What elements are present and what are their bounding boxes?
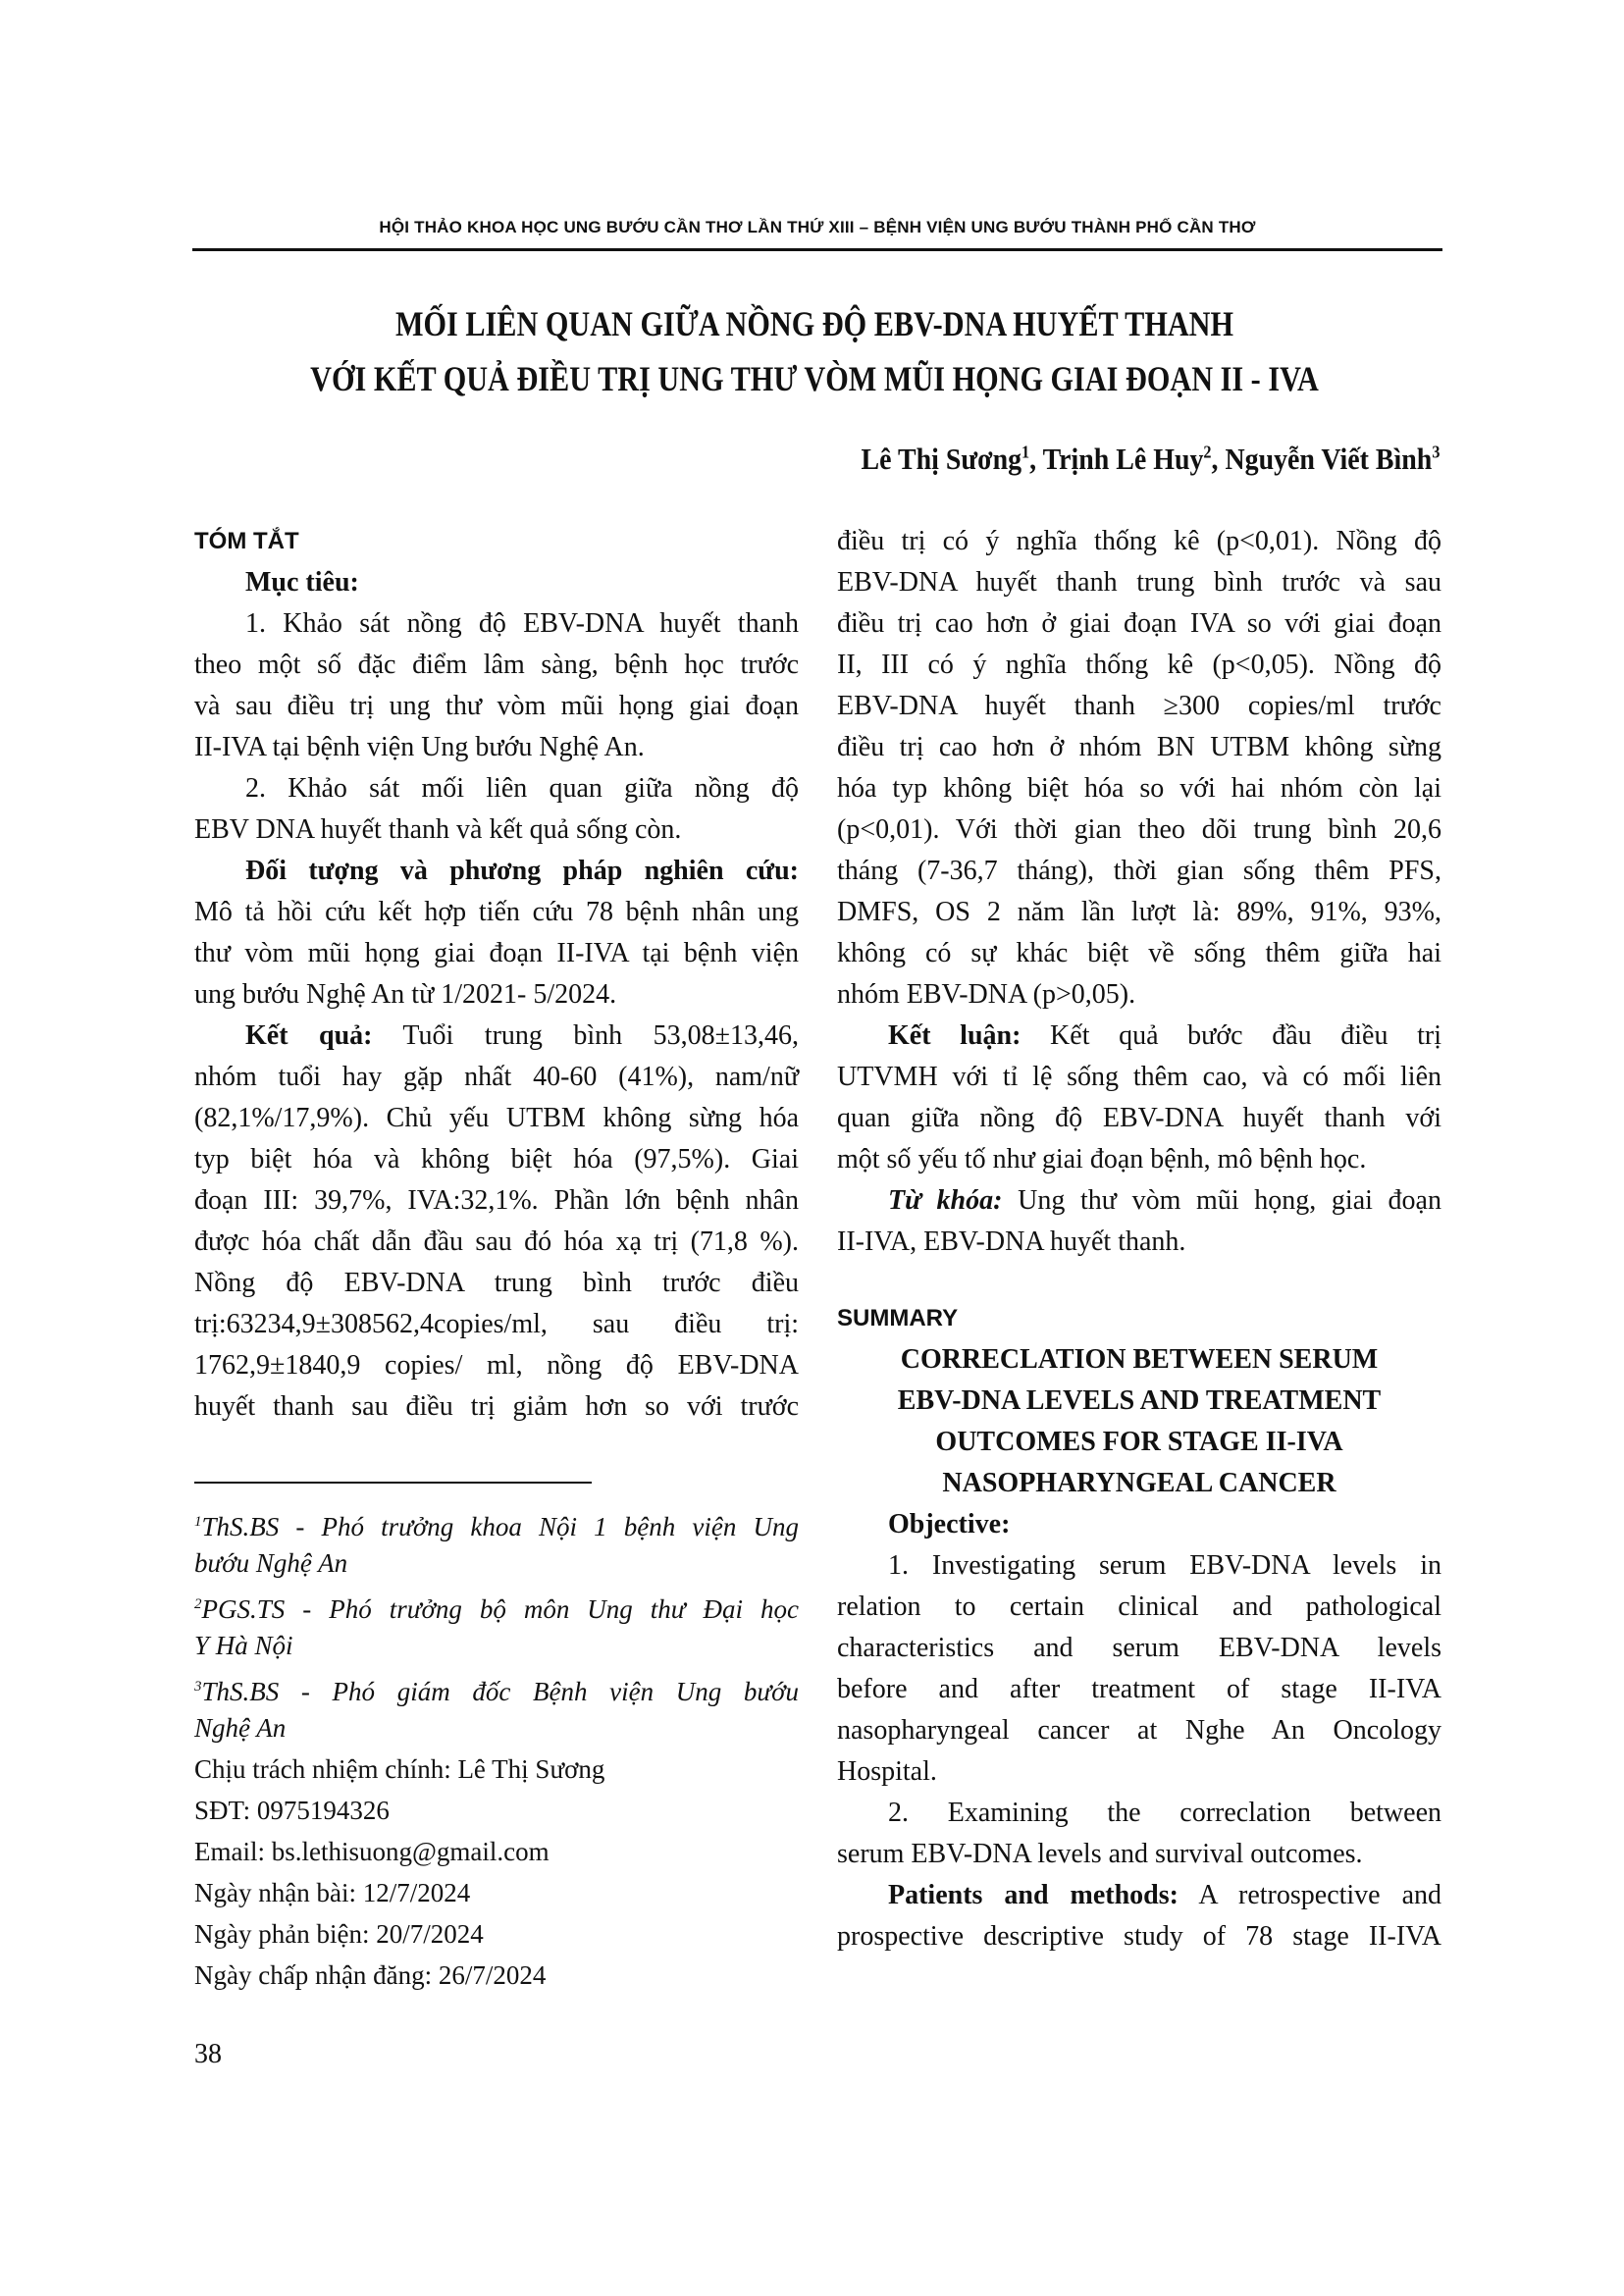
paragraph: [837, 1016, 1441, 1180]
line-text: serum EBV-DNA levels and survival outcomes.: [837, 1839, 1363, 1869]
author-name: Trịnh Lê Huy: [1042, 442, 1203, 476]
author-affiliation-mark: 2: [1202, 442, 1212, 462]
text-line: [194, 686, 799, 727]
text-line: [194, 933, 799, 974]
footnote-mark: 1: [194, 1514, 202, 1530]
line-text: EBV-DNA huyết thanh ≥300 copies/ml trước: [837, 691, 1441, 721]
footnote-line: [194, 1584, 799, 1625]
line-text: tháng (7-36,7 tháng), thời gian sống thêm PFS,: [837, 856, 1441, 886]
line-text: Mô tả hồi cứu kết hợp tiến cứu 78 bệnh nhân ung: [194, 897, 799, 927]
footnote-text: Nghệ An: [194, 1713, 287, 1743]
paragraph-lead: Kết luận:: [888, 1020, 1022, 1051]
contact-line: Ngày nhận bài: 12/7/2024: [194, 1878, 471, 1907]
line-text: ung bướu Nghệ An từ 1/2021- 5/2024.: [194, 979, 617, 1010]
abstract-body-continued: [837, 521, 1441, 1263]
line-text: Kết quả bước đầu điều trị: [1021, 1020, 1441, 1051]
line-text: DMFS, OS 2 năm lần lượt là: 89%, 91%, 93%,: [837, 897, 1441, 927]
summary-title-line: NASOPHARYNGEAL CANCER: [942, 1468, 1336, 1498]
text-line: [194, 892, 799, 933]
article-title: [157, 296, 1472, 406]
text-line: [837, 727, 1441, 768]
paragraph: [837, 1875, 1441, 1957]
text-line: [194, 1016, 799, 1057]
text-line: [837, 974, 1441, 1016]
affiliation-footnotes: [194, 1501, 799, 1748]
text-line: [194, 1098, 799, 1139]
text-line: [837, 1793, 1441, 1834]
line-text: đoạn III: 39,7%, IVA:32,1%. Phần lớn bệnh nhân: [194, 1185, 799, 1216]
footnote-mark: 3: [194, 1679, 202, 1695]
line-text: (p<0,01). Với thời gian theo dõi trung bình 20,6: [837, 814, 1441, 845]
paragraph-lead: Patients and methods:: [888, 1880, 1179, 1910]
title-line: MỐI LIÊN QUAN GIỮA NỒNG ĐỘ EBV-DNA HUYẾT THANH: [394, 304, 1234, 343]
text-line: [837, 603, 1441, 645]
text-line: [837, 1057, 1441, 1098]
footnote-rule: [194, 1482, 592, 1484]
author-name: Lê Thị Sương: [861, 442, 1022, 476]
text-line: [837, 521, 1441, 562]
paragraph: [194, 1016, 799, 1428]
title-line: VỚI KẾT QUẢ ĐIỀU TRỊ UNG THƯ VÒM MŨI HỌNG GIAI ĐOẠN II - IVA: [310, 359, 1319, 398]
text-line: [194, 1180, 799, 1222]
paragraph: [194, 768, 799, 851]
text-line: [194, 768, 799, 809]
text-line: [837, 1916, 1441, 1957]
line-text: Hospital.: [837, 1756, 937, 1787]
line-text: huyết thanh sau điều trị giảm hơn so với trước: [194, 1391, 799, 1422]
line-text: typ biệt hóa và không biệt hóa (97,5%). Giai: [194, 1144, 799, 1174]
text-line: [837, 1628, 1441, 1669]
author-separator: ,: [1211, 442, 1226, 476]
author-name: Nguyễn Viết Bình: [1225, 442, 1432, 476]
text-line: [194, 1386, 799, 1428]
contact-line: SĐT: 0975194326: [194, 1796, 390, 1825]
text-line: [837, 809, 1441, 851]
paragraph: [194, 851, 799, 1016]
text-line: [194, 1057, 799, 1098]
line-text: UTVMH với tỉ lệ sống thêm cao, và có mối liên: [837, 1062, 1441, 1092]
text-line: [837, 768, 1441, 809]
footnote-line: [194, 1666, 799, 1707]
footnote-line: [194, 1625, 799, 1666]
line-text: 1762,9±1840,9 copies/ ml, nồng độ EBV-DNA: [194, 1350, 799, 1381]
text-line: [837, 1751, 1441, 1793]
summary-body: [837, 1504, 1441, 1957]
line-text: nhóm tuổi hay gặp nhất 40-60 (41%), nam/nữ: [194, 1062, 799, 1092]
line-text: II, III có ý nghĩa thống kê (p<0,05). Nồng độ: [837, 650, 1441, 680]
line-text: nhóm EBV-DNA (p>0,05).: [837, 979, 1136, 1010]
paragraph-lead: Đối tượng và phương pháp nghiên cứu:: [245, 856, 799, 886]
line-text: 2. Khảo sát mối liên quan giữa nồng độ: [245, 773, 799, 804]
text-line: [837, 1098, 1441, 1139]
text-line: [194, 1263, 799, 1304]
line-text: trị:63234,9±308562,4copies/ml, sau điều trị:: [194, 1309, 799, 1339]
paragraph-lead: Objective:: [888, 1509, 1011, 1539]
text-line: [194, 1304, 799, 1345]
right-column: [837, 521, 1441, 1957]
text-line: [837, 1834, 1441, 1875]
page-number: 38: [194, 2039, 222, 2069]
text-line: [837, 1875, 1441, 1916]
summary-title-line: EBV-DNA LEVELS AND TREATMENT: [897, 1385, 1382, 1416]
paragraph-lead: Mục tiêu:: [245, 567, 359, 598]
footnote-text: bướu Nghệ An: [194, 1548, 348, 1578]
abstract-body: [194, 562, 799, 1428]
text-line: [837, 1669, 1441, 1710]
footnote-text: PGS.TS - Phó trưởng bộ môn Ung thư Đại học: [201, 1594, 799, 1624]
line-text: không có sự khác biệt về sống thêm giữa hai: [837, 938, 1441, 968]
line-text: nasopharyngeal cancer at Nghe An Oncology: [837, 1715, 1441, 1746]
contact-line: Ngày chấp nhận đăng: 26/7/2024: [194, 1960, 547, 1990]
left-column: [194, 521, 799, 1428]
line-text: một số yếu tố như giai đoạn bệnh, mô bệnh học.: [837, 1144, 1367, 1174]
text-line: [837, 1545, 1441, 1587]
line-text: EBV-DNA huyết thanh trung bình trước và sau: [837, 567, 1441, 598]
header-rule: [192, 248, 1442, 251]
footnote-line: [194, 1707, 799, 1748]
line-text: Nồng độ EBV-DNA trung bình trước điều: [194, 1268, 799, 1298]
section-heading-abstract: TÓM TẮT: [194, 528, 299, 554]
line-text: theo một số đặc điểm lâm sàng, bệnh học trước: [194, 650, 799, 680]
line-text: II-IVA tại bệnh viện Ung bướu Nghệ An.: [194, 732, 645, 762]
paragraph: [837, 1545, 1441, 1793]
text-line: [837, 892, 1441, 933]
contact-line: Chịu trách nhiệm chính: Lê Thị Sương: [194, 1754, 605, 1784]
text-line: [194, 562, 799, 603]
text-line: [837, 686, 1441, 727]
footnote-line: [194, 1542, 799, 1584]
paragraph: [837, 1504, 1441, 1545]
correspondence-info: [194, 1748, 799, 1996]
footnote-text: Y Hà Nội: [194, 1631, 293, 1660]
line-text: relation to certain clinical and pathological: [837, 1592, 1441, 1622]
line-text: điều trị cao hơn ở nhóm BN UTBM không sừng: [837, 732, 1441, 762]
summary-title-line: OUTCOMES FOR STAGE II-IVA: [935, 1427, 1343, 1457]
author-affiliation-mark: 3: [1431, 442, 1440, 462]
summary-title-line: CORRECLATION BETWEEN SERUM: [900, 1344, 1379, 1375]
text-line: [837, 851, 1441, 892]
author-separator: ,: [1028, 442, 1043, 476]
paragraph-lead: Kết quả:: [245, 1020, 373, 1051]
paragraph: [837, 521, 1441, 1016]
text-line: [837, 1710, 1441, 1751]
line-text: characteristics and serum EBV-DNA levels: [837, 1633, 1441, 1663]
line-text: quan giữa nồng độ EBV-DNA huyết thanh với: [837, 1103, 1441, 1133]
line-text: II-IVA, EBV-DNA huyết thanh.: [837, 1226, 1186, 1257]
line-text: 1. Investigating serum EBV-DNA levels in: [888, 1550, 1441, 1581]
line-text: EBV DNA huyết thanh và kết quả sống còn.: [194, 814, 682, 845]
text-line: [837, 1587, 1441, 1628]
contact-line: Ngày phản biện: 20/7/2024: [194, 1919, 484, 1949]
text-line: [194, 1139, 799, 1180]
author-affiliation-mark: 1: [1021, 442, 1029, 462]
paragraph: [194, 562, 799, 603]
paragraph: [837, 1180, 1441, 1263]
footnotes: [194, 1501, 799, 1996]
line-text: Tuổi trung bình 53,08±13,46,: [372, 1020, 799, 1051]
line-text: và sau điều trị ung thư vòm mũi họng giai đoạn: [194, 691, 799, 721]
line-text: prospective descriptive study of 78 stage II-IVA: [837, 1921, 1441, 1952]
text-line: [194, 645, 799, 686]
text-line: [837, 933, 1441, 974]
text-line: [837, 1180, 1441, 1222]
footnote-mark: 2: [194, 1596, 202, 1612]
text-line: [837, 645, 1441, 686]
text-line: [837, 1222, 1441, 1263]
text-line: [194, 603, 799, 645]
line-text: hóa typ không biệt hóa so với hai nhóm còn lại: [837, 773, 1441, 804]
text-line: [837, 1504, 1441, 1545]
paragraph: [837, 1793, 1441, 1875]
paragraph-lead: Từ khóa:: [888, 1185, 1003, 1216]
text-line: [194, 974, 799, 1016]
text-line: [194, 727, 799, 768]
footnote-text: ThS.BS - Phó trưởng khoa Nội 1 bệnh viện Ung: [201, 1512, 799, 1541]
line-text: before and after treatment of stage II-IVA: [837, 1674, 1441, 1704]
section-heading-summary: SUMMARY: [837, 1305, 959, 1331]
line-text: (82,1%/17,9%). Chủ yếu UTBM không sừng hóa: [194, 1103, 799, 1133]
text-line: [837, 1139, 1441, 1180]
line-text: điều trị có ý nghĩa thống kê (p<0,01). Nồng độ: [837, 526, 1441, 556]
paragraph: [194, 603, 799, 768]
author-list: [861, 442, 1440, 477]
text-line: [837, 562, 1441, 603]
line-text: 2. Examining the correclation between: [888, 1798, 1441, 1828]
footnote-line: [194, 1501, 799, 1542]
running-header: HỘI THẢO KHOA HỌC UNG BƯỚU CẦN THƠ LẦN THỨ XIII – BỆNH VIỆN UNG BƯỚU THÀNH PHỐ CẦN THƠ: [379, 218, 1256, 236]
line-text: 1. Khảo sát nồng độ EBV-DNA huyết thanh: [245, 608, 799, 639]
text-line: [837, 1016, 1441, 1057]
line-text: thư vòm mũi họng giai đoạn II-IVA tại bệnh viện: [194, 938, 799, 968]
line-text: điều trị cao hơn ở giai đoạn IVA so với giai đoạn: [837, 608, 1441, 639]
text-line: [194, 809, 799, 851]
footnote-text: ThS.BS - Phó giám đốc Bệnh viện Ung bướu: [201, 1677, 799, 1706]
line-text: A retrospective and: [1178, 1880, 1442, 1910]
text-line: [194, 851, 799, 892]
text-line: [194, 1345, 799, 1386]
contact-line: Email: bs.lethisuong@gmail.com: [194, 1837, 550, 1866]
line-text: được hóa chất dẫn đầu sau đó hóa xạ trị (71,8 %).: [194, 1226, 799, 1257]
line-text: Ung thư vòm mũi họng, giai đoạn: [1002, 1185, 1441, 1216]
text-line: [194, 1222, 799, 1263]
